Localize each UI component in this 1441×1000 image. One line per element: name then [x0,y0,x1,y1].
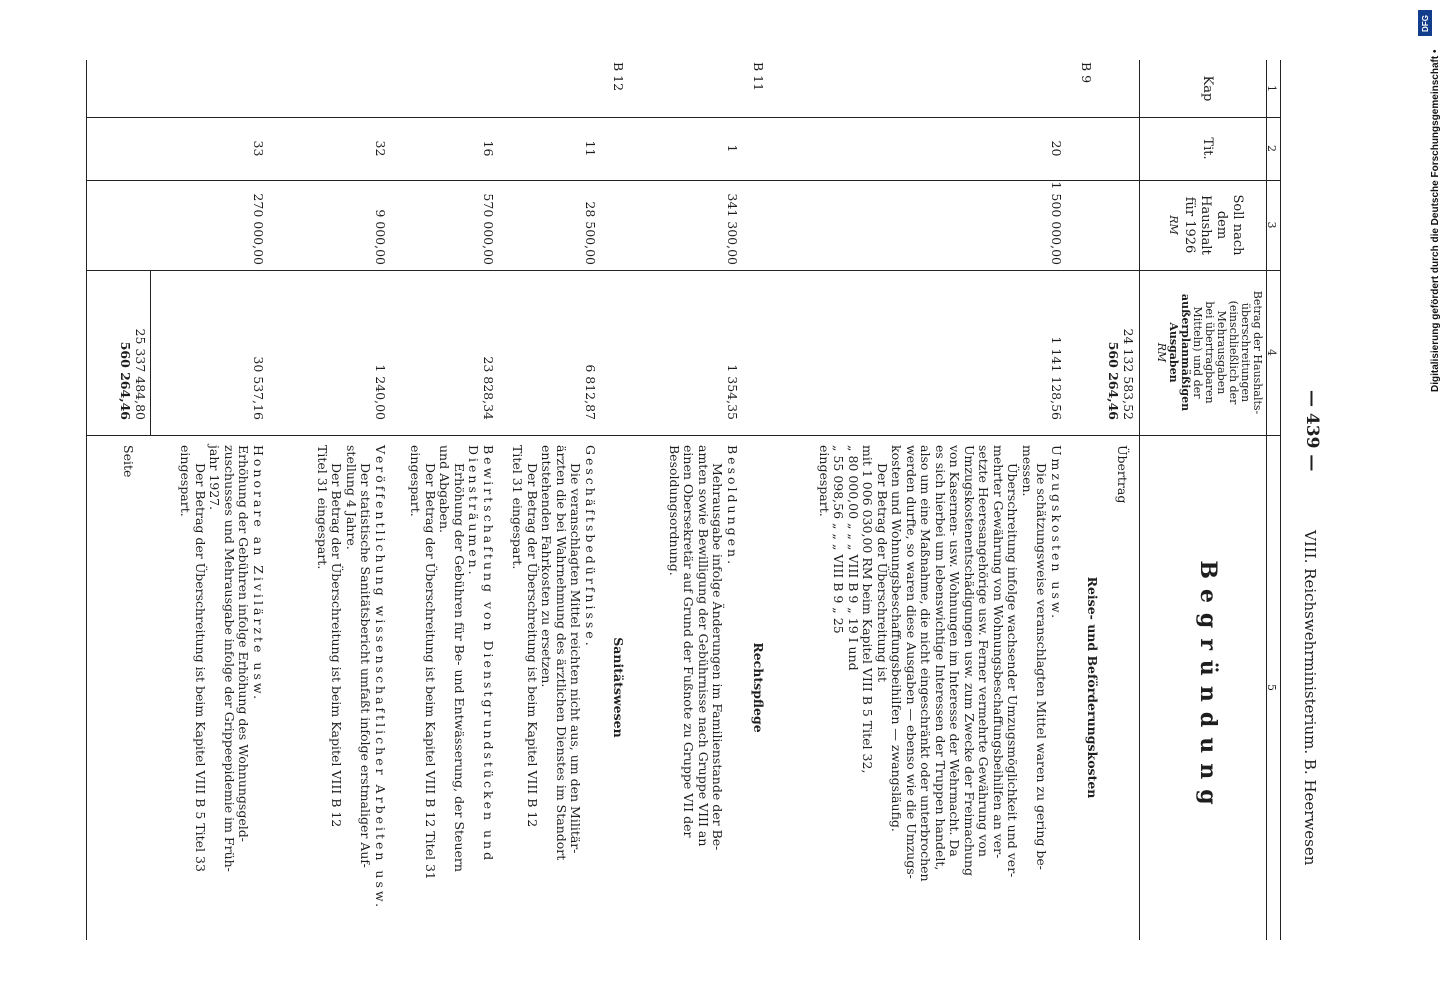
entry-title: Veröffentlichung wissenschaftlicher Arbeiten usw. [373,445,388,911]
betrag-tit-11: 6 812,87 [583,364,598,420]
section-kap-b11: B 11 [751,62,766,92]
page-header [1295,60,1325,940]
col-num-3: 3 [1265,221,1278,229]
col-num-5: 5 [1265,684,1278,691]
entry-tit-20: Umzugskosten usw. Die schätzungsweise veranschlagten Mittel waren zu gering be- messen. Überschreitung infolge wachsender Umzugsmöglichkeit und ver- mehrter Gewährung von Wohnungsbeschaffungsbeihilfen an ver- setzte Heeresangehörige usw. Ferner vermehrte Gewährung von Umzugskostenentschädigungen usw. zum Zwecke der Freimachung von Kasernen- usw. Wohnungen im Interesse der Wehrmacht. Da es sich hierbei um lebenswichtige Interessen der Truppen handelt, also um eine Maßnahme, die nicht eingeschränkt oder unterbrochen werden durfte, so waren diese Ausgaben — ebenso wie die Umzugs- kosten und Wohnungsbeschaffungsbeihilfen — zwangsläufig. Der Betrag der Überschreitung ist mit 1 006 030,00 RM beim Kapitel VIII B 5 Titel 32, „ 80 000,00 „ „ „ VIII B 9 „ 19 I und „ 55 098,56 „ „ „ VIII B 9 „ 25 eingespart. [817,445,1064,935]
soll-tit-33: 270 000,00 [251,193,266,265]
section-heading-b9: Reise- und Beförderungskosten [1085,576,1100,799]
entry-tit-16: Bewirtschaftung von Dienstgrundstücken und Diensträumen. Erhöhung der Gebühren für Be- und Entwässerung, der Steuern und Abgaben. Der Betrag der Überschreitung ist beim Kapitel VIII B 12 Titel 31 eingespart. [408,445,495,935]
seite-label: Seite [121,445,136,478]
entry-tit-1: Besoldungen. Mehrausgabe infolge Änderungen im Familienstande der Be- amten sowie Bewilligung der Gebührnisse nach Gruppe VIII an einen Obersekretär auf Grund der Fußnote zu Gruppe VII der Besoldungsordnung. [667,445,740,935]
section-kap-b12: B 12 [611,62,626,92]
page-number: — 439 — [1302,390,1322,472]
betrag-tit-20: 1 141 128,56 [1049,336,1064,420]
soll-tit-16: 570 000,00 [481,193,496,265]
betrag-tit-16: 23 828,34 [481,356,496,420]
section-heading-b11: Rechtspflege [751,642,766,733]
col-header-kap: Kap [1200,75,1215,102]
tit-16: 16 [481,140,496,157]
col-header-begruendung: Begründung [1195,560,1221,815]
col-num-4: 4 [1265,349,1278,356]
soll-tit-11: 28 500,00 [583,201,598,265]
entry-title: Bewirtschaftung von Dienstgrundstücken und Diensträumen. [466,445,496,864]
soll-tit-20: 1 500 000,00 [1049,181,1064,265]
col-num-1: 1 [1265,85,1278,92]
rotated-table-page [85,60,1325,940]
col-header-tit: Tit. [1200,137,1215,160]
betrag-tit-33: 30 537,16 [251,356,266,420]
dfg-logo: DFG [1418,10,1432,36]
tit-33: 33 [251,140,266,157]
entry-title: Umzugskosten usw. [1049,445,1064,622]
seite-amount: 25 337 484,80 560 264,46 [118,328,148,420]
running-title: VIII. Reichswehrministerium. B. Heerwesen [1301,530,1319,866]
tit-32: 32 [373,140,388,157]
betrag-tit-1: 1 354,35 [725,364,740,420]
tit-1: 1 [725,144,740,153]
tit-20: 20 [1049,140,1064,157]
col-header-betrag: Betrag der Haushalts- überschreitungen (einschließlich der Mehrausgaben bei übertragbaren Mitteln) und der außerplanmäßigen Ausgaben RM [1155,290,1264,415]
section-heading-b12: Sanitätswesen [611,637,626,738]
uebertrag-amount: 24 132 583,52 560 264,46 [1106,328,1136,420]
entry-tit-32: Veröffentlichung wissenschaftlicher Arbeiten usw. Der statistische Sanitätsbericht umfaßt infolge erstmaliger Auf- stellung 4 Jahre. Der Betrag der Überschreitung ist beim Kapitel VIII B 12 Titel 31 eingespart. [315,445,388,935]
soll-tit-32: 9 000,00 [373,209,388,265]
col-num-2: 2 [1265,145,1278,152]
entry-title: Besoldungen. [725,445,740,568]
entry-title: Geschäftsbedürfnisse. [583,445,598,649]
entry-title: Honorare an Zivilärzte usw. [251,445,266,703]
section-kap-b9: B 9 [1079,62,1094,84]
entry-tit-11: Geschäftsbedürfnisse. Die veranschlagten Mittel reichten nicht aus, um den Militär- ärzten die bei Wahrnehmung des ärztlichen Dienstes im Standort entstehenden Fahrkosten zu ersetzen. Der Betrag der Überschreitung ist beim Kapitel VIII B 12 Titel 31 eingespart. [510,445,597,935]
col-header-soll: Soll nach dem Haushalt für 1926 RM [1167,194,1245,256]
betrag-tit-32: 1 240,00 [373,364,388,420]
tit-11: 11 [583,140,598,157]
soll-tit-1: 341 300,00 [725,193,740,265]
entry-tit-33: Honorare an Zivilärzte usw. Erhöhung der Gebühren infolge Erhöhung des Wohnungsgeld- zuschusses und Mehrausgabe infolge der Grippeepidemie im Früh- jahr 1927. Der Betrag der Überschreitung ist beim Kapitel VIII B 5 Titel 33 eingespart. [178,445,265,935]
digitization-note: Digitalisierung gefördert durch die Deutsche Forschungsgemeinschaft • [1430,49,1441,392]
uebertrag-label: Übertrag [1115,445,1130,504]
